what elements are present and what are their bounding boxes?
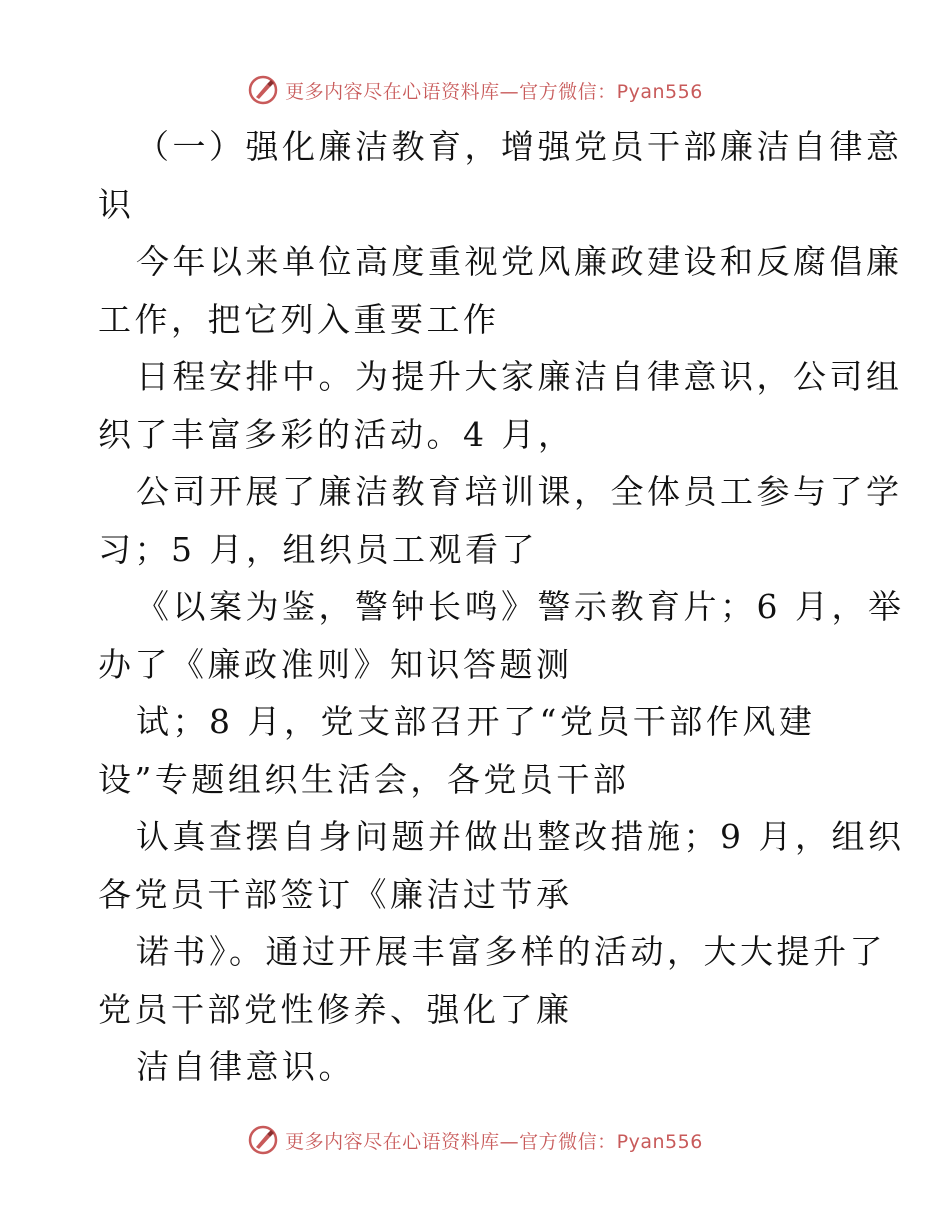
document-line: 今年以来单位高度重视党风廉政建设和反腐倡廉: [136, 242, 903, 281]
document-line: 日程安排中。为提升大家廉洁自律意识，公司组: [136, 357, 903, 396]
document-line: 各党员干部签订《廉洁过节承: [98, 874, 573, 914]
footer-watermark-text: 更多内容尽在心语资料库—官方微信：Pyan556: [285, 1130, 703, 1153]
footer-watermark-banner: [0, 1118, 950, 1162]
document-line: 习；5 月，组织员工观看了: [98, 529, 538, 569]
document-line: 公司开展了廉洁教育培训课，全体员工参与了学: [136, 472, 903, 511]
header-watermark-text: 更多内容尽在心语资料库—官方微信：Pyan556: [285, 80, 703, 103]
document-body: [98, 118, 905, 1096]
document-line: （一）强化廉洁教育，增强党员干部廉洁自律意: [136, 127, 903, 166]
document-line: 试；8 月，党支部召开了“党员干部作风建: [136, 702, 816, 741]
document-line: 认真查摆自身问题并做出整改措施；9 月，组织: [136, 817, 905, 856]
document-line: 工作，把它列入重要工作: [98, 299, 500, 339]
pen-nib-logo-icon: [247, 1124, 279, 1156]
document-line: 设”专题组织生活会，各党员干部: [98, 759, 630, 799]
document-line: 《以案为鉴，警钟长鸣》警示教育片；6 月，举: [136, 587, 905, 626]
document-line: 办了《廉政准则》知识答题测: [98, 644, 573, 684]
document-line: 党员干部党性修养、强化了廉: [98, 989, 573, 1029]
pen-nib-logo-icon: [247, 74, 279, 106]
document-line: 织了丰富多彩的活动。4 月，: [98, 414, 575, 454]
document-line: 诺书》。通过开展丰富多样的活动，大大提升了: [136, 932, 886, 971]
document-line: 洁自律意识。: [136, 1047, 355, 1086]
header-watermark-banner: [0, 68, 950, 112]
document-line: 识: [98, 184, 135, 224]
